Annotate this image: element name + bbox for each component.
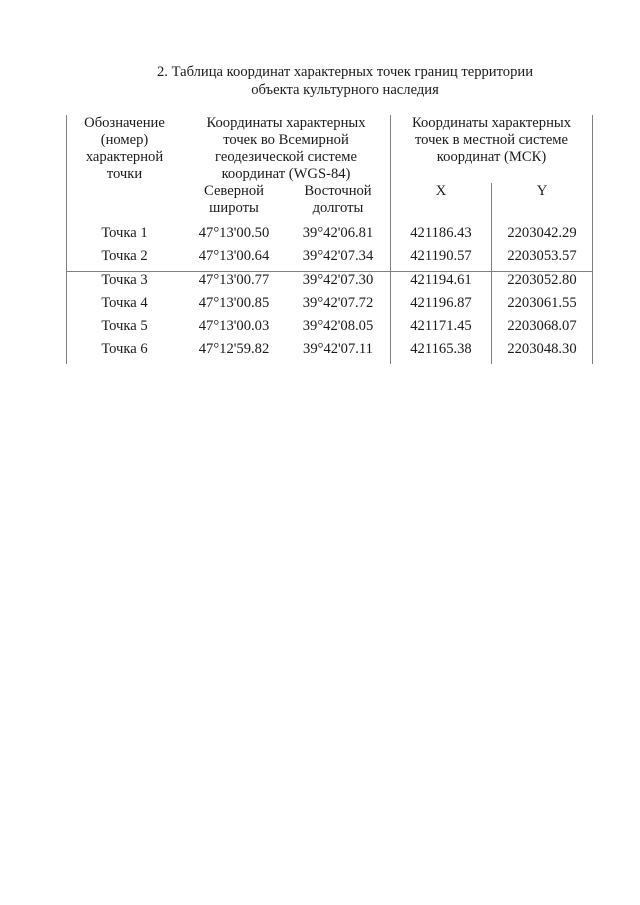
cell-north: 47°13'00.03	[198, 318, 270, 334]
subheader-x: X	[391, 183, 492, 223]
cell-y: 2203042.29	[492, 223, 593, 248]
cell-x: 421196.87	[391, 295, 492, 318]
title-line-2: объекта культурного наследия	[251, 82, 439, 98]
cell-east: 39°42'08.05	[302, 318, 374, 334]
table-row	[67, 223, 593, 248]
cell-east: 39°42'06.81	[302, 225, 374, 241]
header-text-line: точек в местной системе	[414, 132, 569, 148]
header-wgs84	[182, 115, 391, 183]
table-row	[67, 318, 593, 341]
cell-east: 39°42'07.72	[302, 295, 374, 311]
header-text-line: геодезической системе	[215, 149, 357, 165]
header-text-line: координат (WGS-84)	[221, 166, 351, 182]
document-title	[0, 63, 640, 99]
cell-north: 47°13'00.50	[198, 225, 270, 241]
cell-y: 2203048.30	[492, 341, 593, 364]
cell-point: Точка 2	[67, 248, 183, 272]
cell-x: 421194.61	[391, 272, 492, 296]
header-msk	[391, 115, 593, 183]
cell-x: 421186.43	[391, 223, 492, 248]
cell-y: 2203061.55	[492, 295, 593, 318]
cell-point: Точка 5	[67, 318, 183, 341]
title-line-1: 2. Таблица координат характерных точек границ территории	[156, 64, 534, 80]
table-header-row	[67, 115, 593, 183]
subheader-east-longitude	[286, 183, 391, 223]
header-text-line: Координаты характерных	[412, 115, 571, 131]
cell-point: Точка 1	[67, 223, 183, 248]
table-row	[67, 295, 593, 318]
header-text-line: Обозначение	[84, 115, 165, 131]
cell-east: 39°42'07.11	[303, 341, 373, 357]
cell-x: 421190.57	[391, 248, 492, 272]
header-text-line: Координаты характерных	[206, 115, 366, 131]
coordinates-table	[66, 115, 593, 364]
table-row	[67, 341, 593, 364]
header-text-line: координат (МСК)	[436, 149, 547, 165]
cell-y: 2203052.80	[492, 272, 593, 296]
header-text-line: характерной	[85, 149, 164, 165]
cell-y: 2203068.07	[492, 318, 593, 341]
cell-east: 39°42'07.34	[302, 248, 374, 264]
cell-point: Точка 6	[67, 341, 183, 364]
cell-north: 47°13'00.85	[198, 295, 270, 311]
table-row	[67, 272, 593, 296]
subheader-y: Y	[492, 183, 593, 223]
header-point-designation	[67, 115, 183, 223]
cell-x: 421165.38	[391, 341, 492, 364]
cell-north: 47°13'00.64	[198, 248, 270, 264]
cell-point: Точка 3	[67, 272, 183, 296]
header-text-line: точки	[106, 166, 143, 182]
cell-north: 47°13'00.77	[182, 272, 286, 296]
subheader-text-line: Восточной	[304, 183, 372, 199]
cell-y: 2203053.57	[492, 248, 593, 272]
header-text-line: точек во Всемирной	[223, 132, 349, 148]
subheader-text-line: широты	[209, 200, 259, 216]
header-text-line: (номер)	[100, 132, 149, 148]
cell-x: 421171.45	[391, 318, 492, 341]
cell-east: 39°42'07.30	[286, 272, 391, 296]
cell-north: 47°12'59.82	[198, 341, 270, 357]
table-row	[67, 248, 593, 272]
subheader-text-line: Северной	[204, 183, 264, 199]
subheader-north-latitude	[182, 183, 286, 223]
subheader-text-line: долготы	[312, 200, 364, 216]
cell-point: Точка 4	[67, 295, 183, 318]
